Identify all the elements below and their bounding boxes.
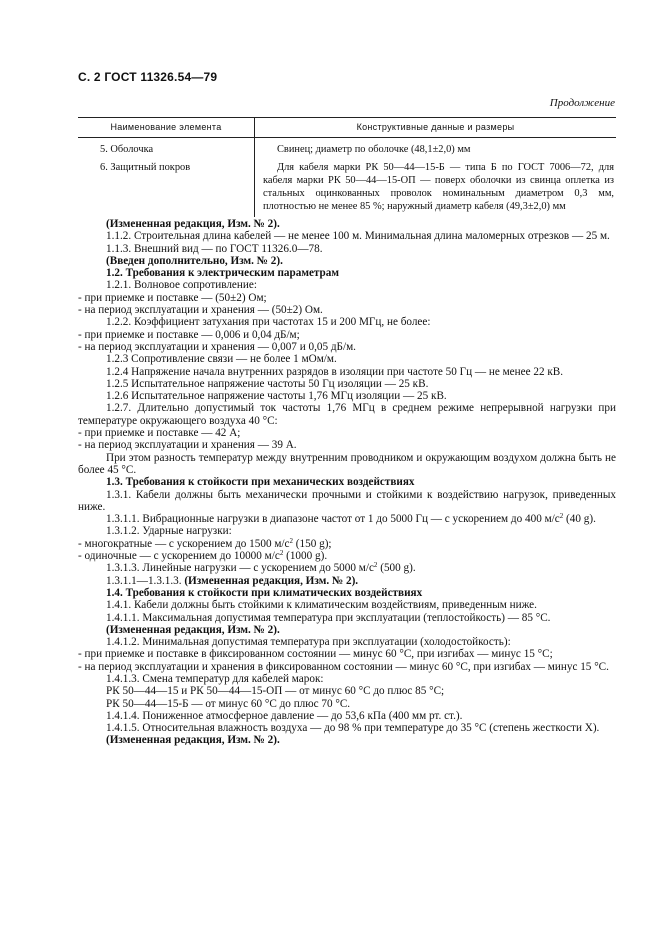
paragraph: 1.2. Требования к электрическим параметрам [106, 267, 339, 280]
paragraph: - при приемке и поставке — (50±2) Ом; [78, 291, 267, 304]
paragraph: 1.4.1.2. Минимальная допустимая температура при эксплуатации (холодостойкость): [106, 636, 511, 649]
paragraph: 1.2.4 Напряжение начала внутренних разрядов в изоляции при частоте 50 Гц — не менее 22 кВ. [106, 365, 564, 378]
table-row [78, 158, 616, 217]
paragraph: 1.1.3. Внешний вид — по ГОСТ 11326.0—78. [106, 242, 323, 255]
table-cell-value: Для кабеля марки РК 50—44—15-Б — типа Б по ГОСТ 7006—72, для кабеля марки РК 50—44—15-ОП — поверх оболочки из свинца оплетка из стальных оцинкованных проволок номинальным диаметром 0,3 мм, плотностью не менее 85 %; наружный диаметр кабеля (49,3±2,0) мм [263, 162, 614, 212]
paragraph: 1.4. Требования к стойкости при климатических воздействиях [106, 586, 423, 599]
paragraph: - на период эксплуатации и хранения — 0,007 и 0,05 дБ/м. [78, 340, 356, 353]
paragraph: 1.3. Требования к стойкости при механических воздействиях [106, 476, 415, 489]
paragraph: 1.2.1. Волновое сопротивление: [106, 279, 257, 292]
paragraph: 1.3.1.2. Ударные нагрузки: [106, 525, 232, 538]
paragraph: - на период эксплуатации и хранения — (50±2) Ом. [78, 304, 323, 317]
paragraph: 1.4.1.4. Пониженное атмосферное давление — до 53,6 кПа (400 мм рт. ст.). [106, 709, 463, 722]
paragraph: 1.3.1.1. Вибрационные нагрузки в диапазоне частот от 1 до 5000 Гц — с ускорением до 400 $м/с^2$ (40 g). [106, 512, 596, 526]
paragraph: 1.4.1.1. Максимальная допустимая температура при эксплуатации (теплостойкость) — 85 °С. [106, 611, 551, 624]
document-body [78, 218, 616, 747]
continuation-label: Продолжение [549, 97, 615, 109]
table-cell-name: 6. Защитный покров [78, 158, 255, 217]
paragraph: - одиночные — с ускорением до 10000 $м/с^2$ (1000 g). [78, 549, 328, 563]
paragraph: - многократные — с ускорением до 1500 $м/с^2$ (150 g); [78, 536, 332, 550]
table-cell-name: 5. Оболочка [78, 138, 255, 159]
paragraph: (Измененная редакция, Изм. № 2). [106, 734, 280, 747]
paragraph: (Измененная редакция, Изм. № 2). [106, 218, 280, 230]
paragraph: 1.2.3 Сопротивление связи — не более 1 мОм/м. [106, 353, 337, 366]
paragraph: - на период эксплуатации и хранения — 39 А. [78, 439, 297, 452]
paragraph: 1.2.2. Коэффициент затухания при частотах 15 и 200 МГц, не более: [106, 316, 431, 329]
paragraph: 1.2.5 Испытательное напряжение частоты 50 Гц изоляции — 25 кВ. [106, 377, 429, 390]
paragraph: 1.1.2. Строительная длина кабелей — не менее 100 м. Минимальная длина маломерных отрезков — 25 м. [106, 230, 610, 243]
paragraph: - при приемке и поставке — 42 А; [78, 427, 241, 440]
paragraph: 1.2.7. Длительно допустимый ток частоты 1,76 МГц в среднем режиме непрерывной нагрузки при температуре окружающего воздуха 40 °С: [78, 402, 616, 427]
page-header: С. 2 ГОСТ 11326.54—79 [78, 70, 218, 84]
paragraph: РК 50—44—15 и РК 50—44—15-ОП — от минус 60 °С до плюс 85 °С; [106, 685, 445, 698]
paragraph: При этом разность температур между внутренним проводником и окружающим воздухом должна быть не более 45 °С. [78, 451, 616, 476]
spec-table [78, 117, 616, 217]
paragraph: 1.3.1.1—1.3.1.3. (Измененная редакция, Изм. № 2). [106, 574, 359, 587]
paragraph: - на период эксплуатации и хранения в фиксированном состоянии — минус 60 °С, при изгибах — минус 15 °С. [78, 660, 609, 673]
paragraph: (Измененная редакция, Изм. № 2). [106, 623, 280, 636]
paragraph: 1.3.1. Кабели должны быть механически прочными и стойкими к воздействию нагрузок, приведенных ниже. [78, 488, 616, 513]
paragraph: 1.4.1.5. Относительная влажность воздуха — до 98 % при температуре до 35 °С (степень жесткости X). [106, 722, 600, 735]
table-row [78, 138, 616, 159]
paragraph: 1.4.1.3. Смена температур для кабелей марок: [106, 672, 324, 685]
table-header-data: Конструктивные данные и размеры [255, 118, 617, 138]
table-cell-value: Свинец; диаметр по оболочке (48,1±2,0) мм [277, 144, 471, 155]
paragraph: 1.2.6 Испытательное напряжение частоты 1,76 МГц изоляции — 25 кВ. [106, 390, 447, 403]
paragraph: 1.4.1. Кабели должны быть стойкими к климатическим воздействиям, приведенным ниже. [106, 599, 537, 612]
paragraph: 1.3.1.3. Линейные нагрузки — с ускорением до 5000 $м/с^2$ (500 g). [106, 561, 416, 575]
paragraph: - при приемке и поставке в фиксированном состоянии — минус 60 °С, при изгибах — минус 15 °С; [78, 648, 553, 661]
table-header-element: Наименование элемента [78, 118, 255, 138]
paragraph: - при приемке и поставке — 0,006 и 0,04 дБ/м; [78, 328, 300, 341]
paragraph: РК 50—44—15-Б — от минус 60 °С до плюс 70 °С. [106, 697, 351, 710]
paragraph: (Введен дополнительно, Изм. № 2). [106, 254, 283, 267]
